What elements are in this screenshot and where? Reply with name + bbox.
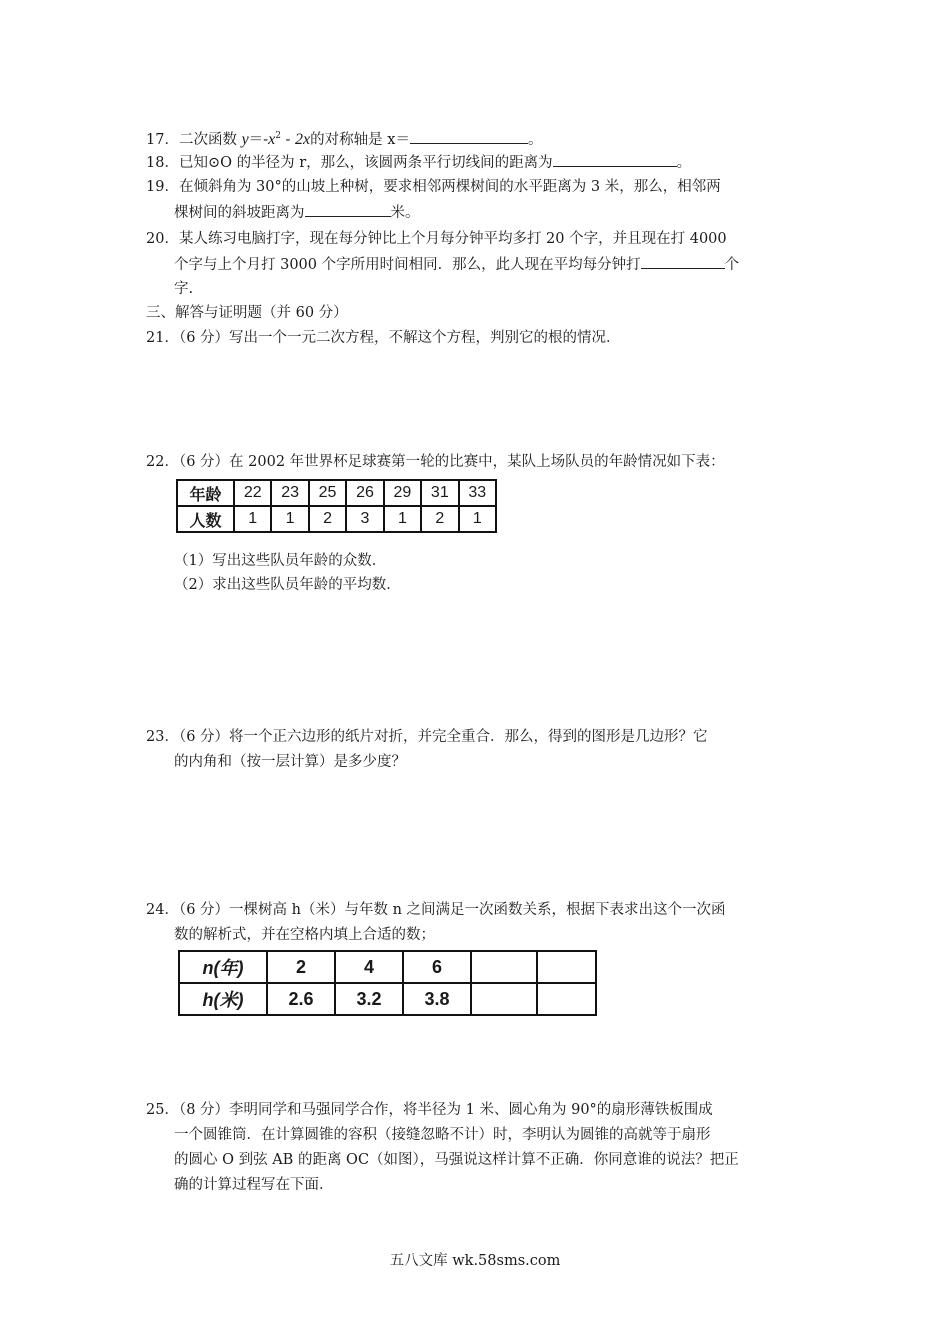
q21-line — [146, 328, 621, 348]
height-row — [179, 983, 596, 1015]
age-row-label: 年龄 — [177, 480, 234, 506]
q18-answer-blank[interactable] — [553, 152, 677, 167]
count-row-label: 人数 — [177, 506, 234, 532]
count-cell: 2 — [421, 506, 458, 532]
q22-text: （6 分）在 2002 年世界杯足球赛第一轮的比赛中，某队上场队员的年龄情况如下表： — [178, 454, 725, 470]
q19-tail: 米。 — [390, 205, 420, 221]
height-blank-cell[interactable] — [471, 983, 537, 1015]
age-cell: 33 — [459, 480, 496, 506]
section-3-heading: 三、解答与证明题（并 60 分） — [146, 305, 348, 321]
year-blank-cell[interactable] — [471, 951, 537, 983]
year-cell: 4 — [335, 951, 403, 983]
count-cell: 2 — [309, 506, 346, 532]
q20-text-line3: 字. — [174, 281, 194, 297]
q23-text-line1: （6 分）将一个正六边形的纸片对折，并完全重合．那么，得到的图形是几边形？它 — [178, 729, 708, 745]
height-row-label: h(米) — [179, 983, 267, 1015]
q25-line1 — [146, 1100, 713, 1120]
q19-text-line2: 棵树间的斜坡距离为 — [174, 205, 305, 221]
footer-watermark: 五八文库 wk.58sms.com — [389, 1253, 561, 1269]
q24-number: 24． — [146, 902, 179, 918]
count-cell: 1 — [459, 506, 496, 532]
age-cell: 31 — [421, 480, 458, 506]
q22-line — [146, 452, 725, 472]
year-row — [179, 951, 596, 983]
q24-text-line1: （6 分）一棵树高 h（米）与年数 n 之间满足一次函数关系，根据下表求出这个一次函 — [178, 902, 726, 918]
q20-text-line2: 个字与上个月打 3000 个字所用时间相同．那么，此人现在平均每分钟打 — [174, 257, 641, 273]
q24-line2: 数的解析式，并在空格内填上合适的数； — [174, 927, 435, 943]
q20-line2-tail: 个 — [724, 257, 740, 273]
q22-sub2: （2）求出这些队员年龄的平均数． — [174, 577, 401, 593]
count-cell: 1 — [384, 506, 421, 532]
age-cell: 29 — [384, 480, 421, 506]
q22-number: 22． — [146, 454, 179, 470]
q17-answer-blank[interactable] — [410, 129, 528, 144]
q18-tail: 。 — [676, 155, 692, 171]
q18-number: 18． — [146, 155, 179, 171]
q21-text: （6 分）写出一个一元二次方程，不解这个方程，判别它的根的情况． — [178, 330, 621, 346]
q19-line2 — [174, 202, 420, 223]
q23-line2: 的内角和（按一层计算）是多少度？ — [174, 754, 406, 770]
q19-line1 — [146, 177, 721, 197]
q25-line4: 确的计算过程写在下面． — [174, 1177, 334, 1193]
height-blank-cell[interactable] — [537, 983, 596, 1015]
q24-line1 — [146, 900, 726, 920]
year-cell: 6 — [403, 951, 471, 983]
year-row-label: n(年) — [179, 951, 267, 983]
age-cell: 22 — [234, 480, 271, 506]
count-cell: 1 — [271, 506, 308, 532]
q17-func-2x: 2x — [295, 131, 311, 148]
count-cell: 3 — [346, 506, 383, 532]
q21-number: 21． — [146, 330, 179, 346]
q22-sub1: （1）写出这些队员年龄的众数． — [174, 553, 387, 569]
q20-line3 — [174, 279, 193, 299]
q17-tail: 。 — [527, 132, 543, 148]
height-cell: 3.2 — [335, 983, 403, 1015]
q25-line3: 的圆心 O 到弦 AB 的距离 OC（如图），马强说这样计算不正确．你同意谁的说法？把正 — [174, 1152, 739, 1168]
q20-answer-blank[interactable] — [641, 254, 725, 269]
q20-line2 — [174, 254, 739, 275]
year-blank-cell[interactable] — [537, 951, 596, 983]
age-row — [177, 480, 496, 506]
q25-number: 25． — [146, 1102, 179, 1118]
height-cell: 2.6 — [267, 983, 335, 1015]
q25-line2: 一个圆锥筒．在计算圆锥的容积（接缝忽略不计）时，李明认为圆锥的高就等于扇形 — [174, 1127, 711, 1143]
q17-func-y: y — [241, 131, 249, 148]
age-cell: 23 — [271, 480, 308, 506]
q17-text-b: 的对称轴是 x＝ — [310, 132, 410, 148]
tree-height-table — [178, 950, 597, 1016]
q17-func-sup: 2 — [275, 131, 281, 141]
q17-number: 17． — [146, 132, 179, 148]
q20-number: 20． — [146, 231, 179, 247]
q18-text: 已知⊙O 的半径为 r，那么，该圆两条平行切线间的距离为 — [178, 155, 553, 171]
q25-text-line1: （8 分）李明同学和马强同学合作，将半径为 1 米、圆心角为 90°的扇形薄铁板围成 — [178, 1102, 713, 1118]
q17-text-a: 二次函数 — [178, 132, 237, 148]
age-cell: 25 — [309, 480, 346, 506]
age-table — [176, 479, 497, 533]
age-cell: 26 — [346, 480, 383, 506]
q23-number: 23． — [146, 729, 179, 745]
q17-func-minus: - — [280, 132, 296, 148]
q23-line1 — [146, 727, 708, 747]
q18-line — [146, 152, 691, 173]
q19-text-line1: 在倾斜角为 30°的山坡上种树，要求相邻两棵树间的水平距离为 3 米，那么，相邻两 — [178, 179, 721, 195]
q20-text-line1: 某人练习电脑打字，现在每分钟比上个月每分钟平均多打 20 个字，并且现在打 4000 — [178, 231, 727, 247]
count-row — [177, 506, 496, 532]
q17-func-eq: ＝- — [248, 132, 269, 148]
q19-answer-blank[interactable] — [305, 202, 391, 217]
count-cell: 1 — [234, 506, 271, 532]
height-cell: 3.8 — [403, 983, 471, 1015]
q19-number: 19． — [146, 179, 179, 195]
q17-line — [146, 126, 542, 150]
q17-func-x: x — [268, 131, 276, 148]
q20-line1 — [146, 229, 727, 249]
year-cell: 2 — [267, 951, 335, 983]
